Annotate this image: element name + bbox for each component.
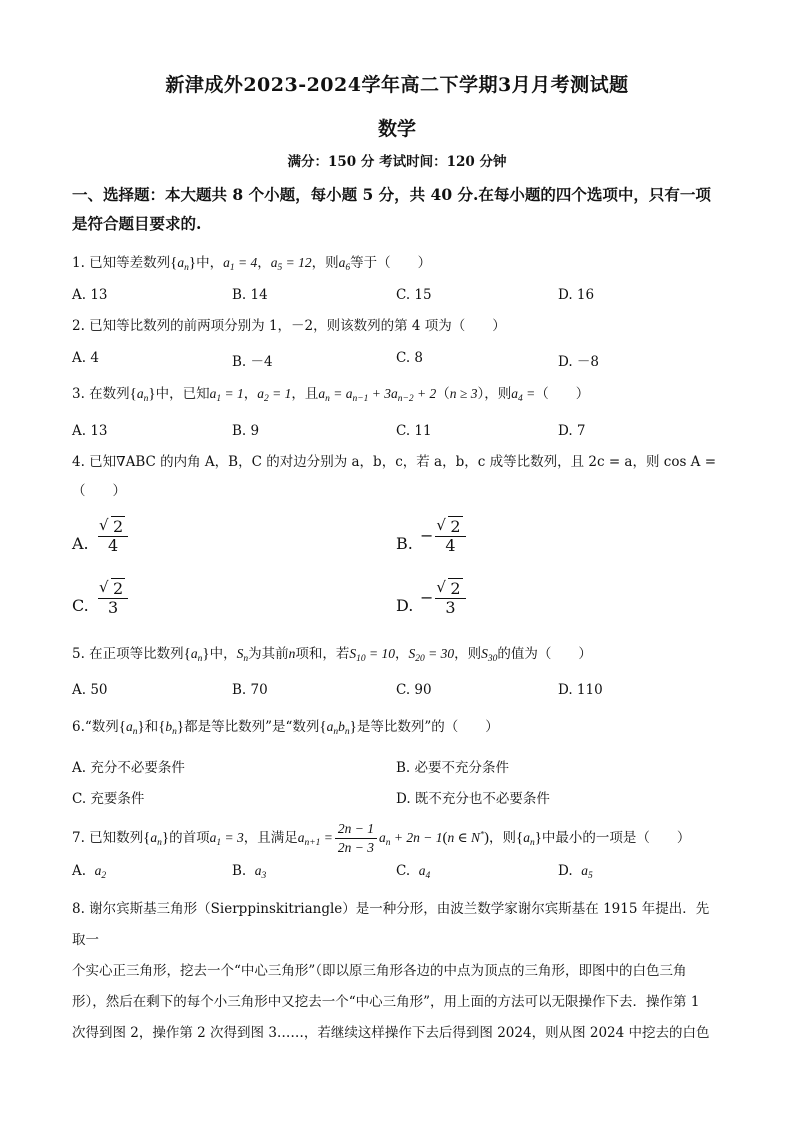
question-2-options [72, 350, 732, 370]
section-heading-line2: 是符合题目要求的. [72, 214, 202, 233]
question-5-option-b[interactable]: B. 70 [232, 682, 268, 698]
question-3-option-a[interactable]: A. 13 [72, 423, 108, 439]
question-5-option-a[interactable]: A. 50 [72, 682, 108, 698]
question-7-option-b[interactable]: B. $a_3$ [232, 863, 267, 881]
question-1-stem: 1. 已知等差数列$\{a_n\}$中，$a_1 = 4$，$a_5 = 12$，则$a_6$等于（ ） [72, 255, 432, 273]
question-1-option-c[interactable]: C. 15 [396, 287, 432, 303]
question-7-option-d[interactable]: D. $a_5$ [558, 863, 593, 881]
question-4-option-b[interactable]: B. − √ $\frac{2}{4}$ [396, 518, 556, 568]
question-2-option-b[interactable]: B. －4 [232, 354, 273, 370]
subject-title: 数学 [377, 118, 416, 140]
section-heading-line1: 一、选择题：本大题共 8 个小题，每小题 5 分，共 40 分.在每小题的四个选项中，只有一项 [72, 185, 711, 204]
question-3-option-d[interactable]: D. 7 [558, 423, 586, 439]
question-8-line3: 形），然后在剩下的每个小三角形中又挖去一个“中心三角形”，用上面的方法可以无限操作下去．操作第 1 [72, 994, 700, 1010]
question-2-option-a[interactable]: A. 4 [72, 350, 99, 366]
question-7-option-a[interactable]: A. $a_2$ [72, 863, 107, 881]
question-4-stem-line2: （ ） [72, 483, 126, 499]
question-6-option-a[interactable]: A. 充分不必要条件 [72, 760, 185, 776]
question-2-stem: 2. 已知等比数列的前两项分别为 1，－2，则该数列的第 4 项为（ ） [72, 318, 506, 334]
question-5-stem: 5. 在正项等比数列$\{a_n\}$中，$S_n$为其前n项和，若$S_{10} = 10$，$S_{20} = 30$，则$S_{30}$的值为（ ） [72, 646, 592, 664]
question-1-options [72, 287, 732, 307]
question-6-option-b[interactable]: B. 必要不充分条件 [396, 760, 510, 776]
question-7-option-c[interactable]: C. $a_4$ [396, 863, 431, 881]
question-4-option-c[interactable]: C. √ $\frac{2}{3}$ [72, 580, 232, 630]
question-8-line2: 个实心正三角形，挖去一个“中心三角形”（即以原三角形各边的中点为顶点的三角形，即图中的白色三角 [72, 963, 687, 979]
question-8-line4: 次得到图 2，操作第 2 次得到图 3……，若继续这样操作下去后得到图 2024，则从图 2024 中挖去的白色 [72, 1025, 710, 1041]
question-5-option-c[interactable]: C. 90 [396, 682, 432, 698]
question-3-options [72, 423, 732, 443]
question-4-option-d[interactable]: D. − √ $\frac{2}{3}$ [396, 580, 556, 630]
question-5-option-d[interactable]: D. 110 [558, 682, 603, 698]
question-6-option-c[interactable]: C. 充要条件 [72, 791, 145, 807]
question-1-option-a[interactable]: A. 13 [72, 287, 108, 303]
question-7-stem: 7. 已知数列$\{a_n\}$的首项$a_1 = 3$，且满足$a_{n+1}$ = $\frac{2n - 1}{2n - 3}$ $a_n + 2n - 1(n$ ∈ N*)，则$\{a_n\}$中最小的一项是（ ） [72, 821, 691, 855]
section-heading [72, 180, 722, 238]
question-6-stem: 6.“数列$\{a_n\}$和$\{b_n\}$都是等比数列”是“数列$\{a_nb_n\}$是等比数列”的（ ） [72, 719, 499, 737]
question-3-option-c[interactable]: C. 11 [396, 423, 432, 439]
question-1-option-d[interactable]: D. 16 [558, 287, 595, 303]
question-3-stem: 3. 在数列$\{a_n\}$中，已知$a_1 = 1$，$a_2 = 1$，且$a_n = a_{n-1} + 3a_{n-2} + 2(n \ge 3)$，则$a_4$ =（ ） [72, 386, 590, 404]
question-4-stem-line1: 4. 已知∇ABC 的内角 A，B，C 的对边分别为 a，b，c，若 a，b，c 成等比数列，且 2c = a，则 cos A = [72, 454, 717, 470]
question-7-options [72, 863, 732, 883]
exam-meta: 满分：150 分 考试时间：120 分钟 [287, 154, 507, 170]
question-8-stem [72, 894, 722, 1049]
question-6-options-row2 [72, 787, 732, 807]
page-title: 新津成外2023-2024学年高二下学期3月月考测试题 [165, 74, 629, 96]
question-6-options-row1 [72, 756, 732, 776]
question-4-option-a[interactable]: A. √ $\frac{2}{4}$ [72, 518, 232, 568]
question-6-option-d[interactable]: D. 既不充分也不必要条件 [396, 791, 550, 807]
question-3-option-b[interactable]: B. 9 [232, 423, 260, 439]
question-1-option-b[interactable]: B. 14 [232, 287, 268, 303]
question-5-options [72, 682, 732, 702]
question-8-line1: 8. 谢尔宾斯基三角形（Sierppinskitriangle）是一种分形，由波兰数学家谢尔宾斯基在 1915 年提出．先取一 [72, 901, 710, 948]
question-2-option-d[interactable]: D. －8 [558, 354, 600, 370]
question-2-option-c[interactable]: C. 8 [396, 350, 424, 366]
